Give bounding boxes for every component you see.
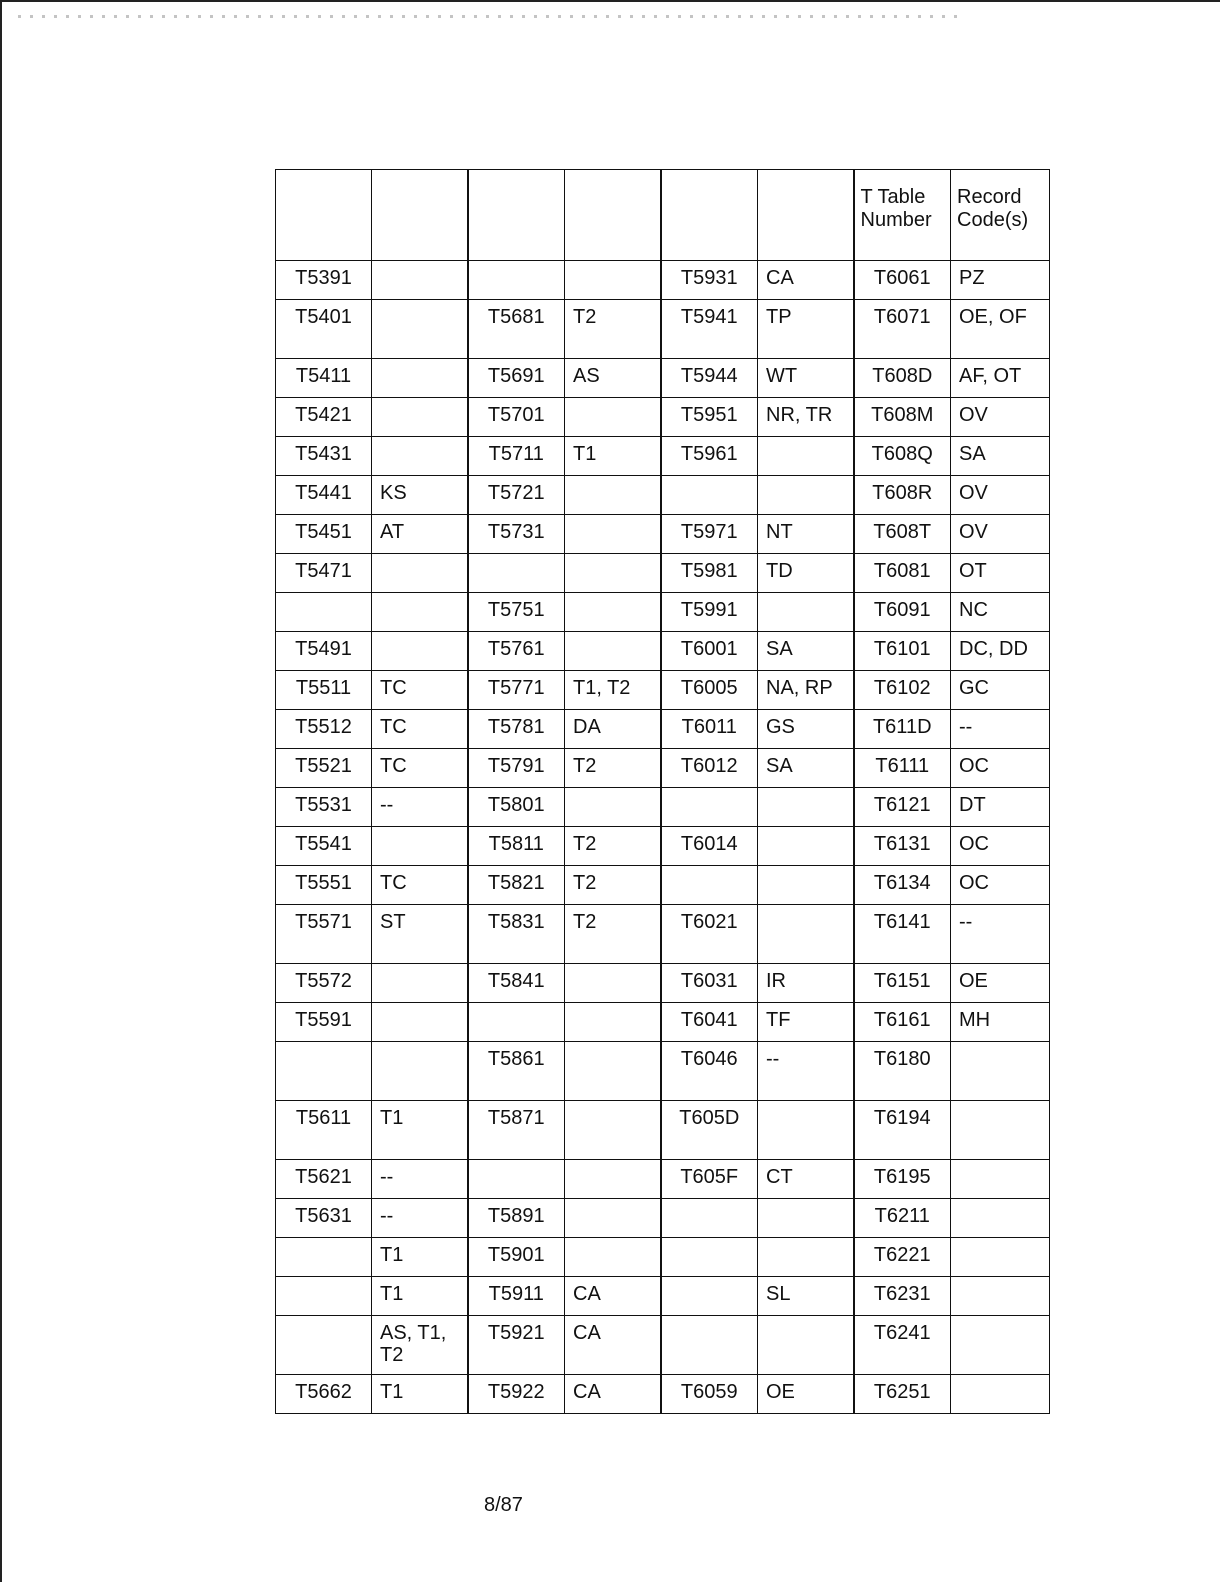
t-table-number-cell: T5751 [468,593,565,632]
record-code-cell [951,1316,1050,1375]
record-code-cell: T2 [565,827,661,866]
table-row [276,827,1050,866]
t-table-number-cell: T5421 [276,398,372,437]
t-table-number-cell: T6012 [661,749,758,788]
record-code-cell [372,398,468,437]
t-table-number-cell: T6131 [854,827,951,866]
t-table-number-cell: T5721 [468,476,565,515]
record-code-cell: -- [951,905,1050,964]
record-code-cell: -- [372,1199,468,1238]
record-code-cell: T2 [565,749,661,788]
record-code-cell: CA [565,1277,661,1316]
record-code-cell [372,359,468,398]
t-table-number-cell [276,1238,372,1277]
t-table-number-cell: T6121 [854,788,951,827]
record-code-cell [565,964,661,1003]
record-code-cell: MH [951,1003,1050,1042]
record-code-cell: OV [951,398,1050,437]
t-table-number-cell: T5521 [276,749,372,788]
record-code-cell: SA [758,749,854,788]
record-code-cell [758,437,854,476]
t-table-number-cell: T5631 [276,1199,372,1238]
record-code-cell [372,554,468,593]
record-code-cell: OC [951,866,1050,905]
t-table-number-cell [661,1316,758,1375]
record-code-cell: T2 [565,300,661,359]
t-table-number-cell [468,261,565,300]
t-table-number-cell: T605F [661,1160,758,1199]
record-code-cell: T1 [372,1375,468,1414]
record-code-cell: -- [951,710,1050,749]
t-table-number-cell: T5831 [468,905,565,964]
record-code-cell: T1 [372,1238,468,1277]
record-code-cell [565,515,661,554]
table-row [276,905,1050,964]
t-table-number-cell: T5961 [661,437,758,476]
t-table-number-cell: T6195 [854,1160,951,1199]
t-table-number-cell: T608Q [854,437,951,476]
table-row [276,671,1050,710]
t-table-number-cell: T5922 [468,1375,565,1414]
t-table-number-cell: T5431 [276,437,372,476]
record-code-cell [565,1238,661,1277]
record-code-cell: OE [758,1375,854,1414]
table-row [276,1238,1050,1277]
table-row [276,398,1050,437]
t-table-number-cell: T6061 [854,261,951,300]
header-record-codes: Record Code(s) [951,170,1050,261]
t-table-number-cell: T611D [854,710,951,749]
record-code-cell [565,632,661,671]
table-row [276,1277,1050,1316]
t-table-number-cell: T5891 [468,1199,565,1238]
t-table-number-cell [661,476,758,515]
t-table-number-cell: T5861 [468,1042,565,1101]
t-table-number-cell [468,1003,565,1042]
record-code-cell [758,866,854,905]
t-table-number-cell: T5551 [276,866,372,905]
t-table-number-cell: T6081 [854,554,951,593]
record-code-cell [565,398,661,437]
t-table-number-cell: T6011 [661,710,758,749]
t-table-number-cell: T5731 [468,515,565,554]
t-table-number-cell: T6141 [854,905,951,964]
record-code-cell [758,1101,854,1160]
t-table-number-cell: T5981 [661,554,758,593]
record-code-cell [565,1160,661,1199]
header-cell [565,170,661,261]
table-row [276,1003,1050,1042]
table-row [276,593,1050,632]
t-table-number-cell: T6180 [854,1042,951,1101]
t-table-number-cell: T6151 [854,964,951,1003]
record-code-cell [372,1042,468,1101]
table-row [276,300,1050,359]
t-table-number-cell: T5512 [276,710,372,749]
t-table-number-cell: T6211 [854,1199,951,1238]
header-cell [468,170,565,261]
t-table-number-cell: T5811 [468,827,565,866]
t-table-number-cell [661,866,758,905]
t-table-number-cell: T6134 [854,866,951,905]
t-table-number-cell: T6071 [854,300,951,359]
t-table-number-cell: T6046 [661,1042,758,1101]
t-table-number-cell: T5941 [661,300,758,359]
t-table-number-cell [661,1277,758,1316]
t-table-number-cell: T608R [854,476,951,515]
record-code-cell: NT [758,515,854,554]
record-code-cell: T2 [565,866,661,905]
record-code-cell: TF [758,1003,854,1042]
t-table-number-cell [276,593,372,632]
record-code-cell: AT [372,515,468,554]
record-code-cell: PZ [951,261,1050,300]
record-code-cell [372,632,468,671]
table-row [276,261,1050,300]
t-table-number-cell: T608T [854,515,951,554]
scan-artifact-strip [18,15,958,18]
t-table-number-cell: T5662 [276,1375,372,1414]
t-table-number-cell: T5991 [661,593,758,632]
t-table-number-cell: T6231 [854,1277,951,1316]
t-table-number-cell: T6091 [854,593,951,632]
t-table-number-cell: T608M [854,398,951,437]
record-code-cell: CA [565,1316,661,1375]
t-table-number-cell: T5611 [276,1101,372,1160]
record-code-cell [758,1199,854,1238]
record-code-cell: CA [758,261,854,300]
t-table-number-cell: T6102 [854,671,951,710]
record-code-cell [372,261,468,300]
record-code-cell: NR, TR [758,398,854,437]
record-code-cell: GS [758,710,854,749]
record-code-cell: T2 [565,905,661,964]
record-code-cell: SA [758,632,854,671]
record-code-cell [758,1238,854,1277]
table-row [276,1316,1050,1375]
record-code-cell: SL [758,1277,854,1316]
t-table-number-cell: T6194 [854,1101,951,1160]
header-cell [276,170,372,261]
t-table-number-cell: T6101 [854,632,951,671]
table-row [276,1199,1050,1238]
t-table-number-cell: T6031 [661,964,758,1003]
record-code-cell [565,554,661,593]
t-table-number-cell: T6001 [661,632,758,671]
record-code-cell: -- [758,1042,854,1101]
record-code-cell: AF, OT [951,359,1050,398]
record-code-cell [951,1277,1050,1316]
record-code-cell [565,1199,661,1238]
record-code-cell: DT [951,788,1050,827]
record-code-cell [758,1316,854,1375]
record-code-cell [758,905,854,964]
table-row [276,1101,1050,1160]
t-table-number-cell: T5871 [468,1101,565,1160]
record-code-cell: OT [951,554,1050,593]
record-code-cell [372,300,468,359]
record-code-cell: OC [951,827,1050,866]
record-code-cell: T1 [372,1101,468,1160]
record-code-cell [951,1199,1050,1238]
record-code-cell [565,1003,661,1042]
record-code-cell [565,261,661,300]
t-table-number-cell: T5921 [468,1316,565,1375]
record-code-cell: TC [372,671,468,710]
record-code-cell [372,827,468,866]
record-code-cell [951,1101,1050,1160]
record-code-cell: TP [758,300,854,359]
record-code-cell [565,1042,661,1101]
t-table-number-cell: T5791 [468,749,565,788]
record-code-cell: NC [951,593,1050,632]
table-row [276,1160,1050,1199]
record-code-cell: CA [565,1375,661,1414]
t-table-number-cell: T6021 [661,905,758,964]
record-code-cell: IR [758,964,854,1003]
t-table-number-cell: T5781 [468,710,565,749]
table-row [276,749,1050,788]
record-code-cell: CT [758,1160,854,1199]
header-cell [758,170,854,261]
table-row [276,554,1050,593]
record-code-cell [758,788,854,827]
t-table-number-cell: T5531 [276,788,372,827]
t-table-number-cell: T5391 [276,261,372,300]
t-table-number-cell: T5801 [468,788,565,827]
t-table-number-cell [661,1199,758,1238]
table-row [276,964,1050,1003]
t-table-number-cell: T5931 [661,261,758,300]
record-code-cell: GC [951,671,1050,710]
record-code-cell: SA [951,437,1050,476]
record-code-cell: OV [951,515,1050,554]
record-code-cell: DA [565,710,661,749]
t-table-record-codes [275,169,1050,1414]
record-code-cell: DC, DD [951,632,1050,671]
t-table-number-cell: T6041 [661,1003,758,1042]
t-table-number-cell: T6161 [854,1003,951,1042]
record-code-cell: TD [758,554,854,593]
record-code-cell: ST [372,905,468,964]
t-table-number-cell: T6111 [854,749,951,788]
t-table-number-cell: T5711 [468,437,565,476]
t-table-number-cell: T6241 [854,1316,951,1375]
record-code-cell [951,1375,1050,1414]
record-code-cell: TC [372,749,468,788]
record-code-cell [951,1160,1050,1199]
t-table-number-cell [468,1160,565,1199]
table-row [276,710,1050,749]
t-table-number-cell: T5691 [468,359,565,398]
t-table-number-cell: T5441 [276,476,372,515]
record-code-cell: -- [372,1160,468,1199]
t-table-number-cell: T5572 [276,964,372,1003]
table-row [276,437,1050,476]
record-code-cell: OV [951,476,1050,515]
record-code-cell [951,1042,1050,1101]
record-code-cell: KS [372,476,468,515]
t-table-number-cell: T5571 [276,905,372,964]
t-table-number-cell: T5771 [468,671,565,710]
t-table-number-cell: T5821 [468,866,565,905]
t-table-number-cell: T6005 [661,671,758,710]
t-table-number-cell: T5511 [276,671,372,710]
record-code-cell [565,476,661,515]
record-code-cell [758,593,854,632]
page-number: 8/87 [484,1494,523,1516]
record-code-cell [758,827,854,866]
record-code-cell [758,476,854,515]
t-table-number-cell [276,1042,372,1101]
record-code-cell: TC [372,710,468,749]
table-row [276,632,1050,671]
record-code-cell [951,1238,1050,1277]
t-table-number-cell: T6014 [661,827,758,866]
record-code-cell: OC [951,749,1050,788]
record-code-cell: T1 [372,1277,468,1316]
table-row [276,788,1050,827]
t-table-number-cell: T5761 [468,632,565,671]
t-table-number-cell: T608D [854,359,951,398]
record-code-cell [565,593,661,632]
header-cell [372,170,468,261]
t-table-number-cell: T5944 [661,359,758,398]
t-table-number-cell [661,788,758,827]
record-code-cell: AS [565,359,661,398]
record-code-cell [565,1101,661,1160]
table-row [276,866,1050,905]
t-table-number-cell: T5401 [276,300,372,359]
record-code-cell [372,437,468,476]
record-code-cell: NA, RP [758,671,854,710]
t-table-number-cell [468,554,565,593]
t-table-number-cell: T6221 [854,1238,951,1277]
t-table-number-cell [276,1277,372,1316]
t-table-number-cell: T5491 [276,632,372,671]
t-table-number-cell: T6251 [854,1375,951,1414]
record-code-cell: T1, T2 [565,671,661,710]
t-table-number-cell: T5951 [661,398,758,437]
table-row [276,515,1050,554]
record-code-cell [372,1003,468,1042]
t-table-number-cell: T5471 [276,554,372,593]
record-code-cell [372,964,468,1003]
t-table-number-cell: T5971 [661,515,758,554]
t-table-number-cell: T6059 [661,1375,758,1414]
t-table-number-cell: T5411 [276,359,372,398]
table-row [276,359,1050,398]
t-table-number-cell: T5701 [468,398,565,437]
record-code-cell: OE, OF [951,300,1050,359]
record-code-cell: -- [372,788,468,827]
t-table-number-cell: T5681 [468,300,565,359]
record-code-cell: OE [951,964,1050,1003]
table-row [276,1042,1050,1101]
t-table-number-cell: T5901 [468,1238,565,1277]
header-t-table-number: T Table Number [854,170,951,261]
t-table-number-cell: T5451 [276,515,372,554]
record-code-cell: AS, T1, T2 [372,1316,468,1375]
t-table-number-cell [276,1316,372,1375]
record-code-cell [372,593,468,632]
t-table-number-cell: T5591 [276,1003,372,1042]
header-cell [661,170,758,261]
record-code-cell: TC [372,866,468,905]
table-row [276,476,1050,515]
t-table-number-cell: T5621 [276,1160,372,1199]
t-table-number-cell [661,1238,758,1277]
t-table-number-cell: T5911 [468,1277,565,1316]
t-table-number-cell: T5541 [276,827,372,866]
record-code-cell: T1 [565,437,661,476]
record-code-cell [565,788,661,827]
record-code-cell: WT [758,359,854,398]
t-table-number-cell: T5841 [468,964,565,1003]
table-row [276,1375,1050,1414]
t-table-number-cell: T605D [661,1101,758,1160]
header-row [276,170,1050,261]
